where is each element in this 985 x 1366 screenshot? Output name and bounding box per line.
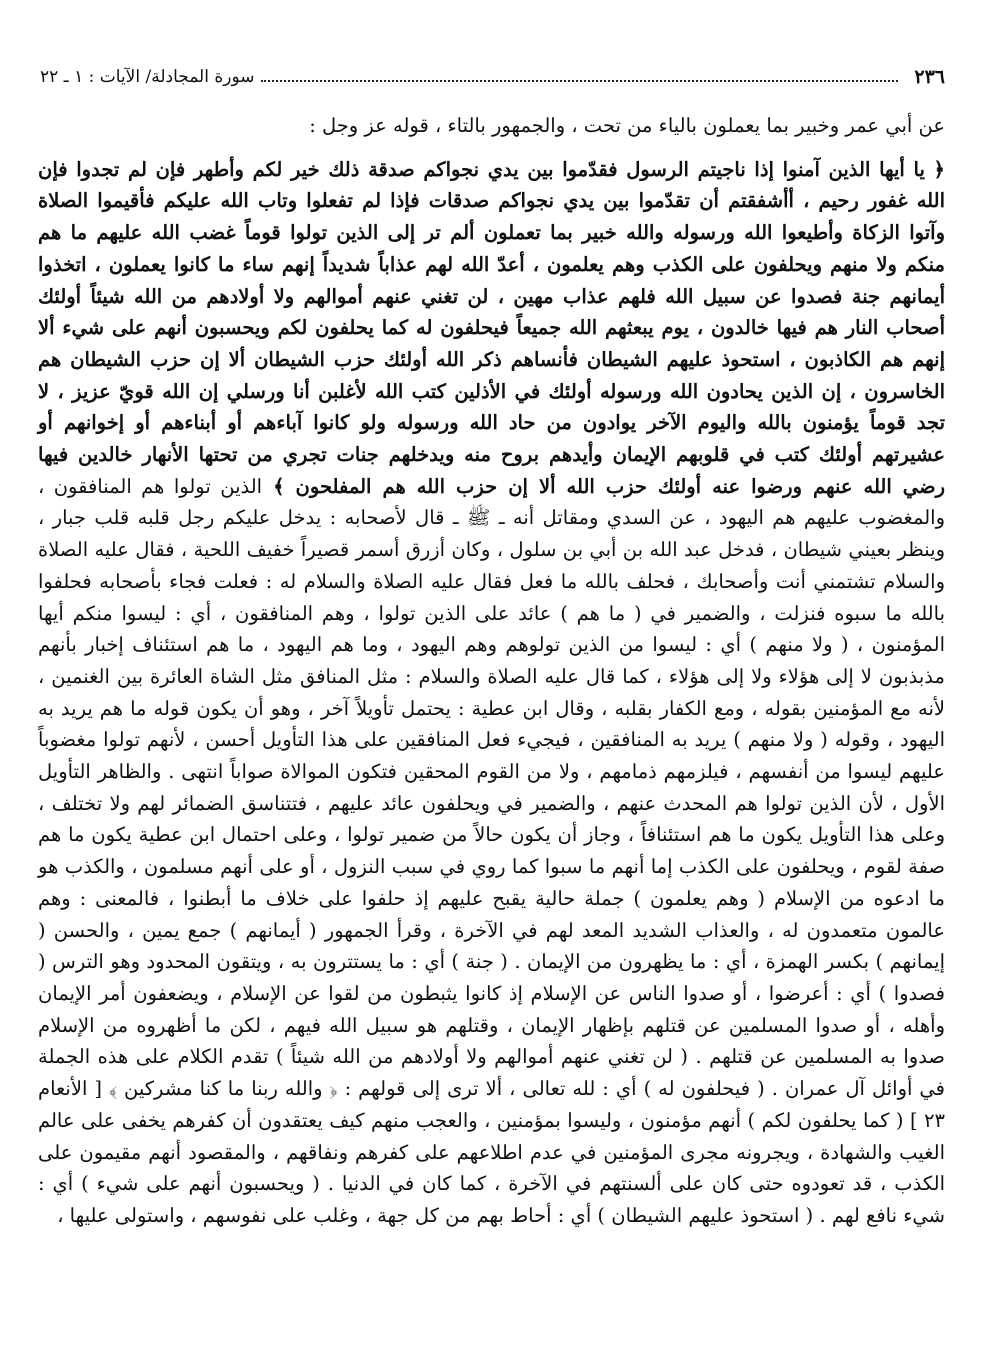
intro-text: عن أبي عمر وخبير بما يعملون بالياء من تحت ، والجمهور بالتاء ، قوله عز وجل : — [309, 114, 945, 137]
running-header — [40, 62, 945, 88]
page-body — [38, 110, 945, 1232]
main-paragraph — [38, 154, 945, 1232]
quran-verses: ﴿ يا أيها الذين آمنوا إذا ناجيتم الرسول فقدّموا بين يدي نجواكم صدقة ذلك خير لكم وأطهر فإن لم تجدوا فإن الله غفور رحيم ، أأشفقتم أن تقدّموا بين يدي نجواكم صدقات فإذا لم تفعلوا وتاب الله عليكم فأقيموا الصلاة وآتوا الزكاة وأطيعوا الله ورسوله والله خبير بما تعملون ألم تر إلى الذين تولوا قوماً غضب الله عليهم ما هم منكم ولا منهم ويحلفون على الكذب وهم يعلمون ، أعدّ الله لهم عذاباً شديداً إنهم ساء ما كانوا يعملون ، اتخذوا أيمانهم جنة فصدوا عن سبيل الله فلهم عذاب مهين ، لن تغني عنهم أموالهم ولا أولادهم من الله شيئاً أولئك أصحاب النار هم فيها خالدون ، يوم يبعثهم الله جميعاً فيحلفون له كما يحلفون لكم ويحسبون أنهم على شيء ألا إنهم هم الكاذبون ، استحوذ عليهم الشيطان فأنساهم ذكر الله أولئك حزب الشيطان ألا إن حزب الشيطان هم الخاسرون ، إن الذين يحادون الله ورسوله أولئك في الأذلين كتب الله لأغلبن أنا ورسلي إن الله قويّ عزيز ، لا تجد قوماً يؤمنون بالله واليوم الآخر يوادون من حاد الله ورسوله ولو كانوا آباءهم أو أبناءهم أو إخوانهم أو عشيرتهم أولئك كتب في قلوبهم الإيمان وأيدهم بروح منه ويدخلهم جنات تجري من تحتها الأنهار خالدين فيها رضي الله عنهم ورضوا عنه أولئك حزب الله ألا إن حزب الله هم المفلحون ﴾ — [38, 157, 946, 498]
intro-paragraph — [38, 110, 945, 142]
header-dotted-leader — [261, 80, 899, 82]
page-number: ٢٣٦ — [914, 66, 945, 88]
chapter-title: سورة المجادلة/ الآيات : ١ ـ ٢٢ — [40, 67, 255, 87]
tafsir-commentary: الذين تولوا هم المنافقون ، والمغضوب عليهم هم اليهود ، عن السدي ومقاتل أنه ـ ﷺ ـ قال لأصحابه : يدخل عليكم رجل قلبه قلب جبار ، وينظر بعيني شيطان ، فدخل عبد الله بن أبي بن سلول ، وكان أزرق أسمر قصيراً خفيف اللحية ، فقال عليه الصلاة والسلام تشتمني أنت وأصحابك ، فحلف بالله ما فعل فقال عليه الصلاة والسلام له : فعلت فجاء بأصحابه فحلفوا بالله ما سبوه فنزلت ، والضمير في ( ما هم ) عائد على الذين تولوا ، وهم المنافقون ، أي : ليسوا منكم أيها المؤمنون ، ( ولا منهم ) أي : ليسوا من الذين تولوهم وهم اليهود ، وما هم اليهود ، ما هم استئناف إخبار بأنهم مذبذبون لا إلى هؤلاء ولا إلى هؤلاء ، كما قال عليه الصلاة والسلام : مثل المنافق مثل الشاة العائرة بين الغنمين ، لأنه مع المؤمنين بقوله ، ومع الكفار بقلبه ، وقال ابن عطية : يحتمل تأويلاً آخر ، وهو أن يكون قوله ما هم يريد به اليهود ، وقوله ( ولا منهم ) يريد به المنافقين ، فيجيء فعل المنافقين على هذا التأويل أحسن ، لأنهم تولوا مغضوباً عليهم ليسوا من أنفسهم ، فيلزمهم ذمامهم ، ولا من القوم المحقين فتكون الموالاة صواباً انتهى . والظاهر التأويل الأول ، لأن الذين تولوا هم المحدث عنهم ، والضمير في ويحلفون عائد عليهم ، فتتناسق الضمائر لهم ولا تختلف ، وعلى هذا التأويل يكون ما هم استئنافاً ، وجاز أن يكون حالاً من ضمير تولوا ، وعلى احتمال ابن عطية يكون ما هم صفة لقوم ، ويحلفون على الكذب إما أنهم ما سبوا كما روي في سبب النزول ، أو على أنهم مسلمون ، والكذب هو ما ادعوه من الإسلام ( وهم يعلمون ) جملة حالية يقبح عليهم إذ حلفوا على خلاف ما أبطنوا ، فالمعنى : وهم عالمون متعمدون له ، والعذاب الشديد المعد لهم في الآخرة ، وقرأ الجمهور ( أيمانهم ) جمع يمين ، والحسن ( إيمانهم ) بكسر الهمزة ، أي : ما يظهرون من الإيمان . ( جنة ) أي : ما يستترون به ، ويتقون المحدود وهو الترس ( فصدوا ) أي : أعرضوا ، أو صدوا الناس عن الإسلام إذ كانوا يثبطون من لقوا عن الإسلام ، ويضعفون أمر الإيمان وأهله ، أو صدوا المسلمين عن قتلهم بإظهار الإيمان ، وقتلهم هو سبيل الله فيهم ، لكن ما أظهروه من الإسلام صدوا به المسلمين عن قتلهم . ( لن تغني عنهم أموالهم ولا أولادهم من الله شيئاً ) تقدم الكلام على هذه الجملة في أوائل آل عمران . ( فيحلفون له ) أي : لله تعالى ، ألا ترى إلى قولهم : ﴿ والله ربنا ما كنا مشركين ﴾ [ الأنعام ٢٣ ] ( كما يحلفون لكم ) أنهم مؤمنون ، وليسوا بمؤمنين ، والعجب منهم كيف يعتقدون أن كفرهم يخفى على عالم الغيب والشهادة ، ويجرونه مجرى المؤمنين في عدم اطلاعهم على كفرهم ونفاقهم ، والمقصود أنهم مقيمون على الكذب ، قد تعودوه حتى كان على ألسنتهم في الآخرة ، كما كان في الدنيا . ( ويحسبون أنهم على شيء ) أي : شيء نافع لهم . ( استحوذ عليهم الشيطان ) أي : أحاط بهم من كل جهة ، وغلب على نفوسهم ، واستولى عليها ، — [38, 474, 945, 1227]
